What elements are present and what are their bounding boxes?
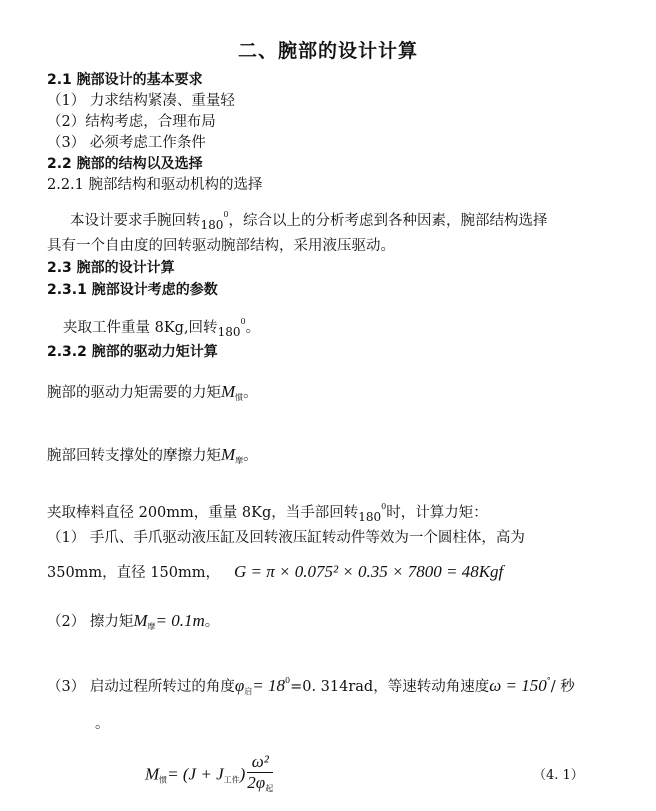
parameter-text: 夹取工件重量 8Kg,回转 bbox=[63, 320, 218, 336]
friction-formula: = 0.1m bbox=[155, 611, 205, 630]
requirement-1: （1） 力求结构紧凑、重量轻 bbox=[47, 93, 235, 109]
item-2-end: 。 bbox=[204, 614, 220, 630]
equation-number: （4. 1） bbox=[533, 768, 584, 783]
design-paragraph-line-2: 具有一个自由度的回转驱动腕部结构，采用液压驱动。 bbox=[47, 238, 395, 254]
clamp-bar-line bbox=[47, 497, 488, 527]
parameter-line bbox=[63, 312, 260, 342]
item-2-line bbox=[47, 611, 219, 637]
angle-degree: 0 bbox=[284, 676, 291, 685]
formula-den-phi: 2φ bbox=[247, 773, 266, 792]
section-2-3-2-heading: 2.3.2 腕部的驱动力矩计算 bbox=[47, 344, 218, 360]
section-2-2-heading: 2.2 腕部的结构以及选择 bbox=[47, 156, 203, 172]
formula-torque-symbol: M bbox=[145, 764, 160, 784]
design-text-a: 本设计要求手腕回转 bbox=[70, 213, 201, 229]
rotation-angle: 180 bbox=[200, 218, 224, 232]
formula-lhs-subscript: 惯 bbox=[159, 775, 168, 785]
omega-unit: / 秒 bbox=[550, 679, 575, 695]
item-2-text: （2） 擦力矩 bbox=[47, 614, 134, 630]
inertia-end: 。 bbox=[243, 385, 258, 401]
angle-formula: = 18 bbox=[252, 676, 285, 695]
degree-mark: 0 bbox=[223, 210, 229, 219]
phi-subscript: 启 bbox=[244, 687, 253, 696]
formula-den-subscript: 起 bbox=[265, 784, 274, 793]
formula-fraction bbox=[247, 752, 273, 799]
item-3-line bbox=[47, 671, 575, 702]
torque-symbol-3: M bbox=[133, 611, 148, 630]
item-2-subscript: 摩 bbox=[147, 622, 156, 631]
torque-symbol-2: M bbox=[221, 445, 236, 464]
friction-subscript: 摩 bbox=[235, 456, 244, 465]
friction-torque-line bbox=[47, 445, 258, 471]
design-paragraph-line-1 bbox=[70, 205, 548, 235]
formula-numerator: ω² bbox=[247, 752, 273, 773]
formula-close-paren: ) bbox=[239, 764, 246, 784]
formula-work-subscript: 工件 bbox=[223, 775, 240, 785]
clamp-text-b: 时，计算力矩： bbox=[386, 505, 488, 521]
phi-symbol: φ bbox=[234, 676, 245, 695]
parameter-degree: 0 bbox=[240, 317, 246, 326]
item-1-line-2 bbox=[47, 562, 503, 583]
item-3-text: （3） 启动过程所转过的角度 bbox=[47, 679, 235, 695]
parameter-angle: 180 bbox=[217, 325, 241, 339]
page-title: 二、腕部的设计计算 bbox=[237, 40, 418, 62]
requirement-3: （3） 必须考虑工作条件 bbox=[47, 135, 206, 151]
friction-text: 腕部回转支撑处的摩擦力矩 bbox=[47, 448, 221, 464]
torque-symbol: M bbox=[221, 382, 236, 401]
omega-degree: ° bbox=[546, 676, 551, 685]
item-3-text-b: =0. 314rad，等速转动角速度 bbox=[290, 679, 490, 695]
item-1-dimensions: 350mm，直径 150mm， bbox=[47, 565, 220, 581]
inertia-subscript: 惯 bbox=[235, 393, 244, 402]
inertia-formula bbox=[145, 752, 275, 801]
item-3-period: 。 bbox=[95, 716, 110, 732]
inertia-torque-line bbox=[47, 382, 258, 408]
parameter-end: 。 bbox=[245, 320, 261, 336]
design-text-b: ，综合以上的分析考虑到各种因素，腕部结构选择 bbox=[228, 213, 548, 229]
inertia-text: 腕部的驱动力矩需要的力矩 bbox=[47, 385, 221, 401]
weight-formula: G = π × 0.075² × 0.35 × 7800 = 48Kgf bbox=[233, 562, 504, 581]
requirement-2: （2）结构考虑，合理布局 bbox=[47, 114, 216, 130]
clamp-angle: 180 bbox=[358, 510, 382, 524]
omega-formula: ω = 150 bbox=[489, 676, 547, 695]
section-2-3-heading: 2.3 腕部的设计计算 bbox=[47, 260, 175, 276]
formula-denominator bbox=[247, 773, 273, 799]
item-1-line-1: （1） 手爪、手爪驱动液压缸及回转液压缸转动件等效为一个圆柱体，高为 bbox=[47, 530, 525, 546]
friction-end: 。 bbox=[243, 448, 258, 464]
section-2-1-heading: 2.1 腕部设计的基本要求 bbox=[47, 72, 203, 88]
section-2-2-1-heading: 2.2.1 腕部结构和驱动机构的选择 bbox=[47, 177, 263, 193]
clamp-text-a: 夹取棒料直径 200mm，重量 8Kg，当手部回转 bbox=[47, 505, 359, 521]
formula-inertia-sum: = (J + J bbox=[167, 764, 224, 784]
clamp-degree: 0 bbox=[381, 502, 387, 511]
section-2-3-1-heading: 2.3.1 腕部设计考虑的参数 bbox=[47, 282, 218, 298]
